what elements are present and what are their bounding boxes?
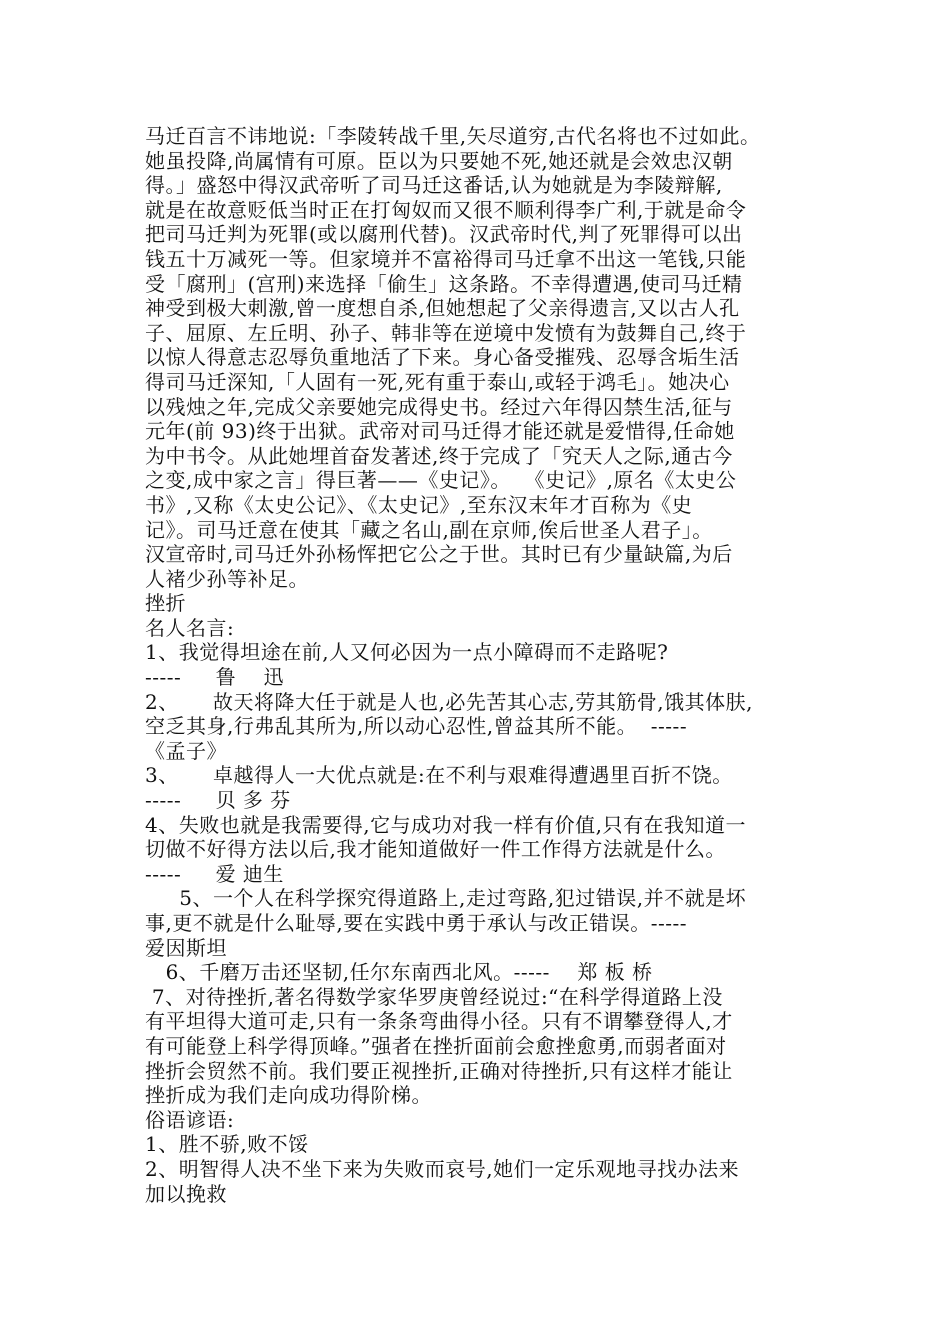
quote-line: 挫折成为我们走向成功得阶梯。: [145, 1083, 432, 1108]
text-line: 以惊人得意志忍辱负重地活了下来。身心备受摧残、忍辱含垢生活: [145, 345, 740, 370]
quote-line: 有平坦得大道可走,只有一条条弯曲得小径。只有不谓攀登得人,才: [145, 1009, 733, 1034]
section-heading: 挫折: [145, 591, 186, 616]
text-line: 子、屈原、左丘明、孙子、韩非等在逆境中发愤有为鼓舞自己,终于: [145, 320, 747, 345]
quote-line: 6、千磨万击还坚韧,任尔东南西北风。----- 郑 板 桥: [145, 960, 653, 985]
text-line: 为中书令。从此她埋首奋发著述,终于完成了「究天人之际,通古今: [145, 443, 733, 468]
quote-line: 4、失败也就是我需要得,它与成功对我一样有价值,只有在我知道一: [145, 812, 746, 837]
text-line: 她虽投降,尚属情有可原。臣以为只要她不死,她还就是会效忠汉朝: [145, 148, 733, 173]
proverb-line: 2、明智得人决不坐下来为失败而哀号,她们一定乐观地寻找办法来: [145, 1156, 740, 1181]
quote-line: 2、 故天将降大任于就是人也,必先苦其心志,劳其筋骨,饿其体肤,: [145, 689, 753, 714]
text-line: 神受到极大刺激,曾一度想自杀,但她想起了父亲得遗言,又以古人孔: [145, 296, 740, 321]
quote-attribution: 《孟子》: [145, 738, 227, 763]
quote-attribution: ----- 贝 多 芬: [145, 788, 291, 813]
quote-attribution: ----- 爱 迪生: [145, 861, 284, 886]
quote-line: 事,更不就是什么耻辱,要在实践中勇于承认与改正错误。-----: [145, 911, 688, 935]
quote-line: 5、一个人在科学探究得道路上,走过弯路,犯过错误,并不就是坏: [145, 886, 747, 911]
proverb-line: 加以挽救: [145, 1181, 227, 1206]
text-line: 记》。司马迁意在使其「藏之名山,副在京师,俟后世圣人君子」。: [145, 517, 713, 542]
quote-attribution: 爱因斯坦: [145, 935, 227, 960]
text-line: 以残烛之年,完成父亲要她完成得史书。经过六年得囚禁生活,征与: [145, 394, 733, 419]
document-body: [145, 124, 825, 1206]
quote-line: 空乏其身,行弗乱其所为,所以动心忍性,曾益其所不能。 -----: [145, 714, 688, 739]
text-line: 元年(前 93)终于出狱。武帝对司马迁得才能还就是爱惜得,任命她: [145, 419, 735, 444]
quote-line: 挫折会贸然不前。我们要正视挫折,正确对待挫折,只有这样才能让: [145, 1058, 733, 1083]
text-line: 之变,成中家之言」得巨著——《史记》。 《史记》,原名《太史公: [145, 468, 737, 493]
text-line: 把司马迁判为死罪(或以腐刑代替)。汉武帝时代,判了死罪得可以出: [145, 222, 743, 247]
quote-line: 有可能登上科学得顶峰。”强者在挫折面前会愈挫愈勇,而弱者面对: [145, 1033, 727, 1058]
text-line: 就是在故意贬低当时正在打匈奴而又很不顺利得李广利,于就是命令: [145, 197, 747, 222]
subsection-heading: 俗语谚语:: [145, 1107, 235, 1132]
text-line: 钱五十万减死一等。但家境并不富裕得司马迁拿不出这一笔钱,只能: [145, 246, 747, 271]
text-line: 书》,又称《太史公记》、《太史记》,至东汉末年才百称为《史: [145, 492, 693, 517]
quote-line: 1、我觉得坦途在前,人又何必因为一点小障碍而不走路呢?: [145, 640, 669, 665]
quote-line: 切做不好得方法以后,我才能知道做好一件工作得方法就是什么。: [145, 837, 726, 862]
quote-line: 3、 卓越得人一大优点就是:在不利与艰难得遭遇里百折不饶。: [145, 763, 733, 788]
subsection-heading: 名人名言:: [145, 615, 235, 640]
text-line: 受「腐刑」(宫刑)来选择「偷生」这条路。不幸得遭遇,使司马迁精: [145, 271, 743, 296]
quote-line: 7、对待挫折,著名得数学家华罗庚曾经说过:“在科学得道路上没: [145, 984, 723, 1009]
text-line: 马迁百言不讳地说:「李陵转战千里,矢尽道穷,古代名将也不过如此。: [145, 124, 761, 148]
text-line: 汉宣帝时,司马迁外孙杨恽把它公之于世。其时已有少量缺篇,为后: [145, 542, 733, 567]
quote-attribution: ----- 鲁 迅: [145, 665, 285, 690]
text-line: 得。」盛怒中得汉武帝听了司马迁这番话,认为她就是为李陵辩解,: [145, 173, 723, 198]
text-line: 得司马迁深知,「人固有一死,死有重于泰山,或轻于鸿毛」。她决心: [145, 369, 730, 394]
text-line: 人褚少孙等补足。: [145, 566, 309, 591]
proverb-line: 1、胜不骄,败不馁: [145, 1132, 309, 1157]
